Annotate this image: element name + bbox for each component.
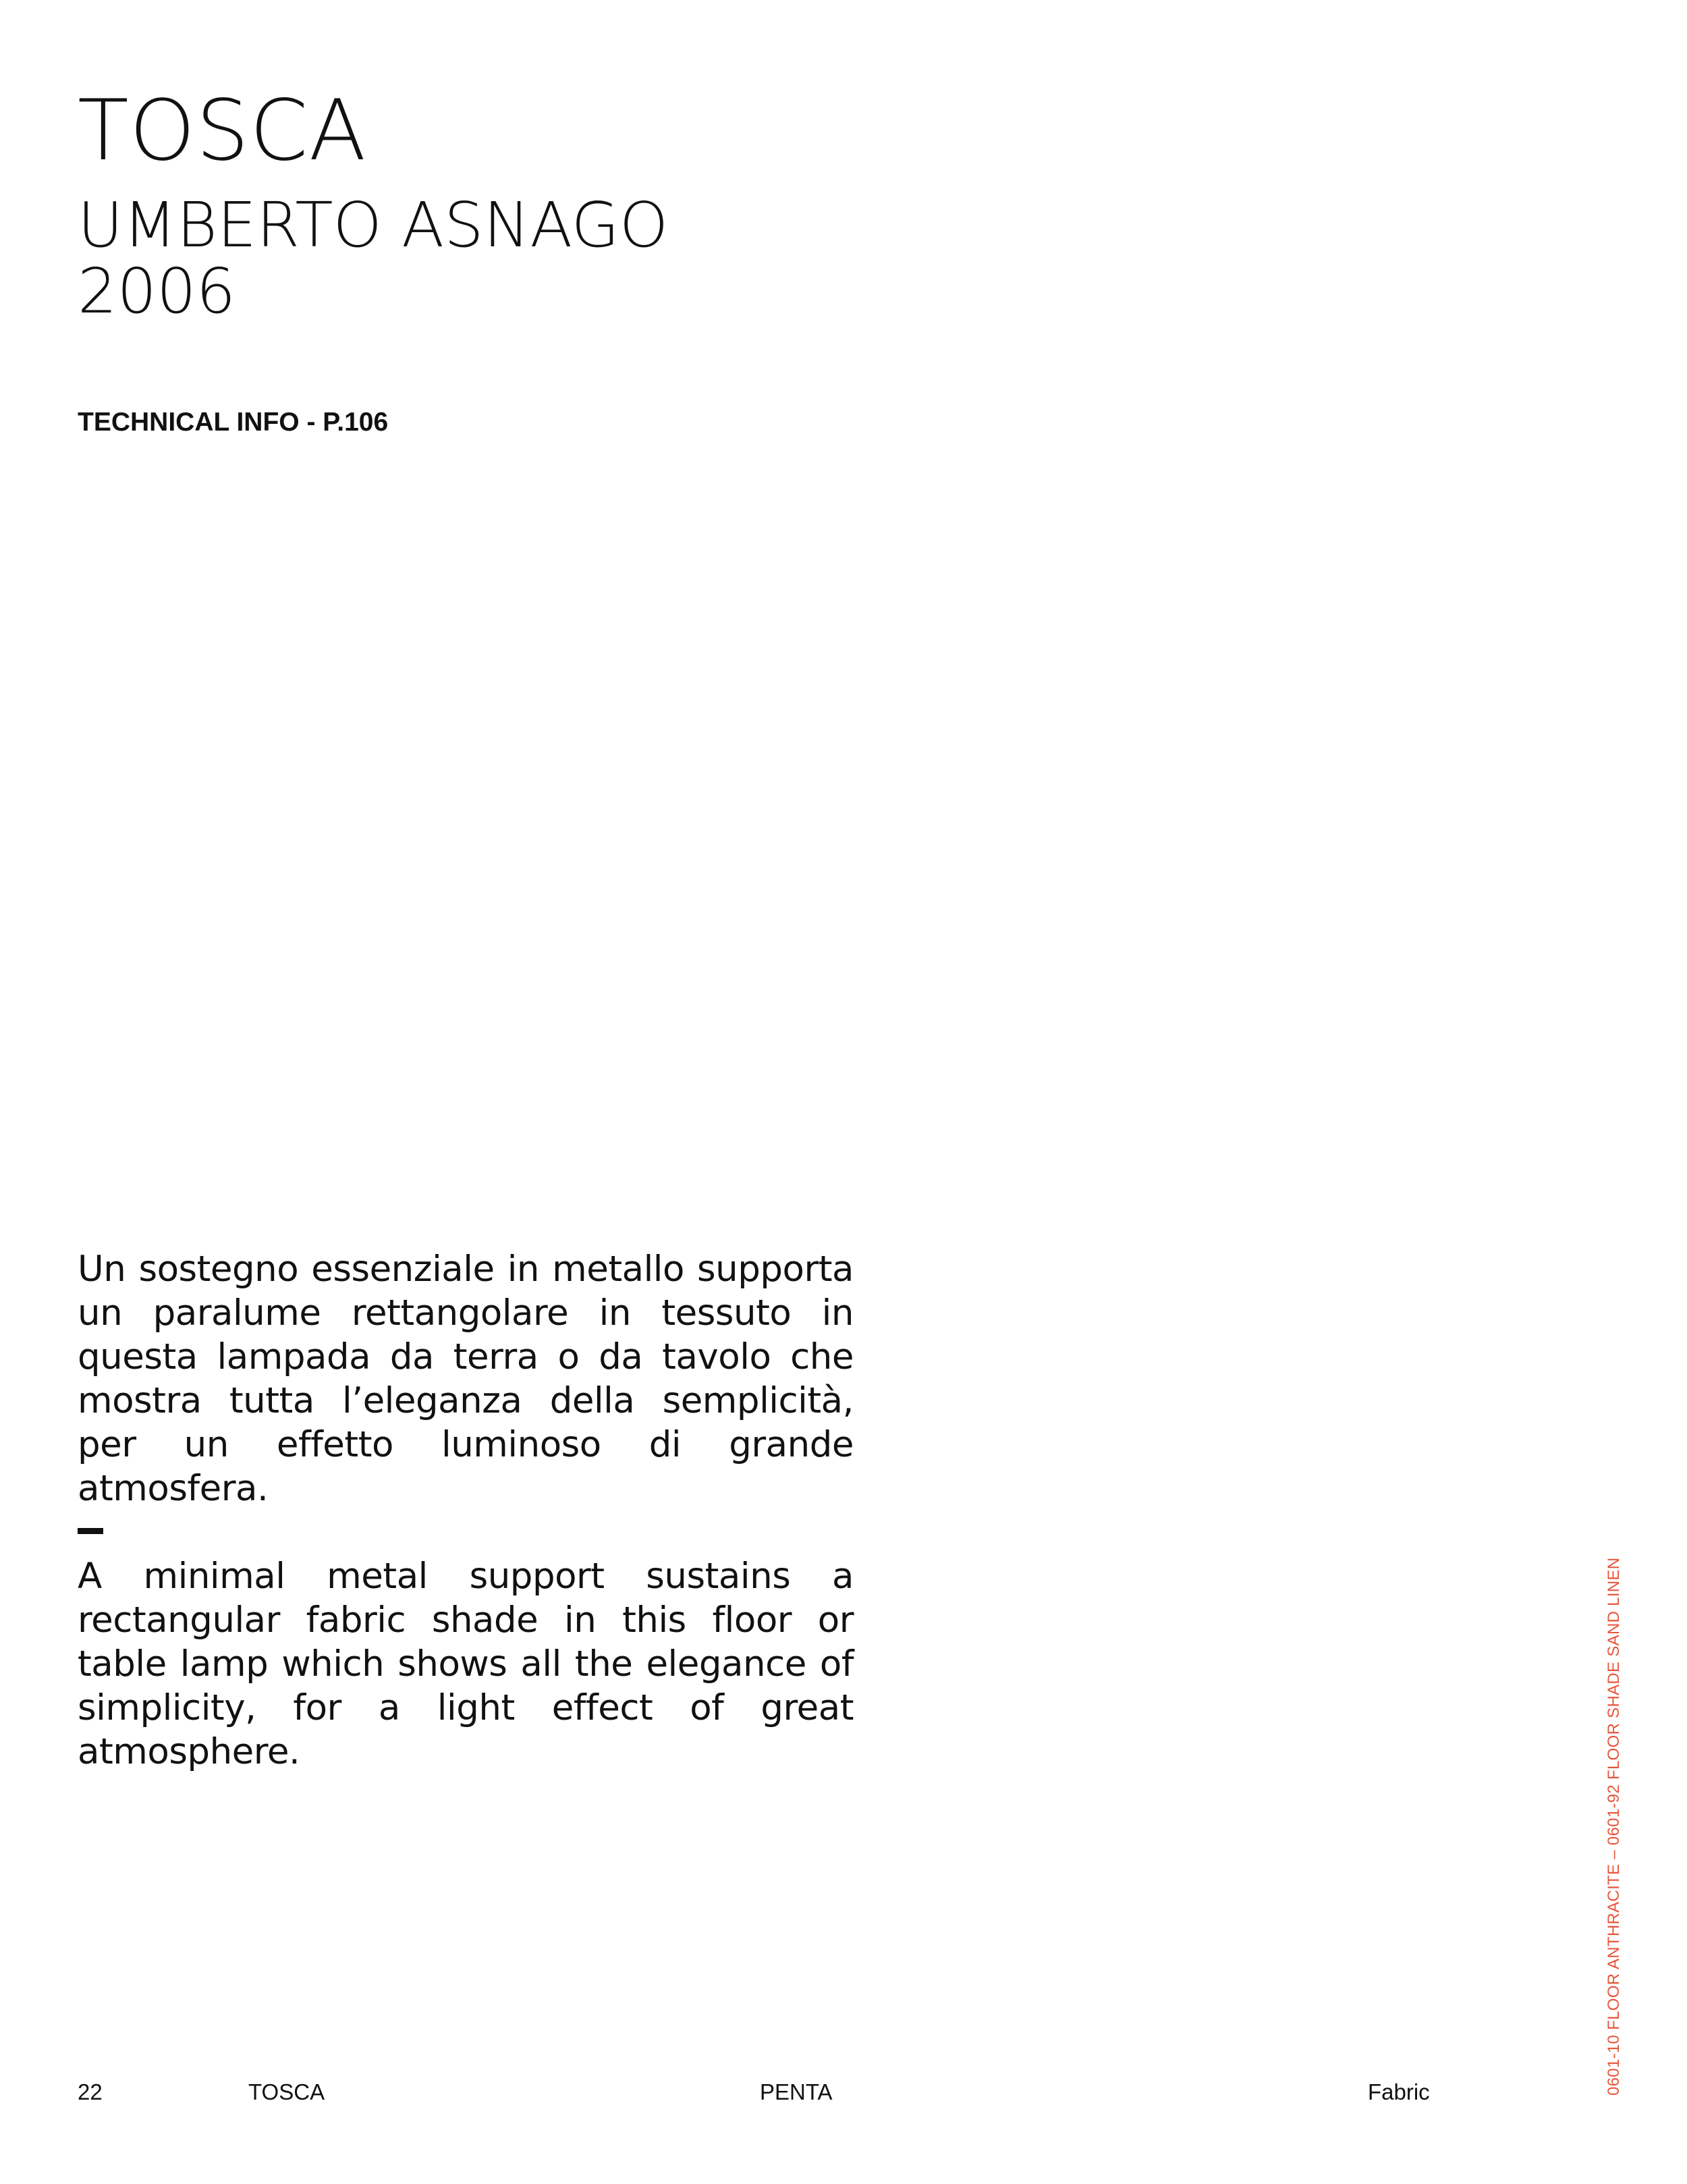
language-separator bbox=[78, 1528, 103, 1534]
description bbox=[78, 1247, 854, 1774]
technical-info-link[interactable]: TECHNICAL INFO - P.106 bbox=[78, 408, 389, 437]
designer-name: UMBERTO ASNAGO bbox=[78, 189, 669, 261]
description-italian: Un sostegno essenziale in metallo supporta un paralume rettangolare in tessuto in questa lampada da terra o da tavolo che mostra tutta l’eleganza della semplicità, per un effetto luminoso di grande atmosfera. bbox=[78, 1249, 854, 1509]
footer-category: Fabric bbox=[1368, 2079, 1430, 2104]
page-number: 22 bbox=[78, 2079, 103, 2104]
product-variant-caption: 0601-10 FLOOR ANTHRACITE – 0601-92 FLOOR SHADE SAND LINEN bbox=[1605, 1557, 1623, 2096]
design-year: 2006 bbox=[78, 255, 236, 327]
footer-brand: PENTA bbox=[760, 2079, 833, 2104]
description-english: A minimal metal support sustains a rectangular fabric shade in this floor or table lamp which shows all the elegance of simplicity, for a light effect of great atmosphere. bbox=[78, 1556, 854, 1772]
designer-block bbox=[78, 189, 669, 327]
footer-product: TOSCA bbox=[248, 2079, 325, 2104]
product-title: TOSCA bbox=[78, 82, 367, 180]
